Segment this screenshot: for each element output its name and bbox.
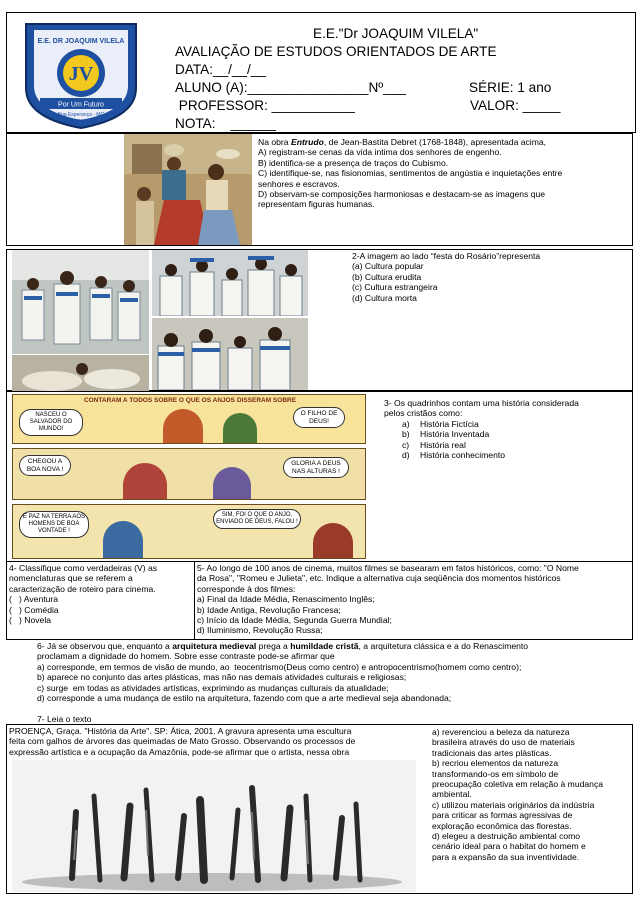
question-7-option-a[interactable]: a) reverenciou a beleza da natureza — [432, 727, 570, 737]
question-6-option-b[interactable]: b) aparece no conjunto das artes plásticas, mas não nas demais atividades culturais e religiosas; — [37, 672, 407, 683]
question-3-stem: 3- Os quadrinhos contam uma história considerada — [384, 398, 579, 408]
student-field[interactable]: ALUNO (A):________________Nº___ — [175, 80, 406, 95]
question-1-option-b[interactable]: B) identifica-se a presença de traços do Cubismo. — [258, 157, 449, 168]
comic-panel-3 — [12, 504, 366, 559]
question-5-option-c[interactable]: c) Início da Idade Média, Segunda Guerra Mundial; — [197, 615, 392, 626]
question-6-stem-cont: proclamam a dignidade do homem. Sobre esse contraste pode-se afirmar que — [37, 651, 335, 662]
comic-panel-2 — [12, 448, 366, 500]
question-6-option-d[interactable]: d) corresponde a uma mudança de estilo na arquitetura, fazendo com que a arte medieval seja abandonada; — [37, 693, 452, 704]
teacher-field[interactable]: PROFESSOR: ___________ — [175, 98, 355, 113]
question-4-option-aventura[interactable]: ( ) Aventura — [9, 594, 59, 605]
question-7-option-b-cont: ambiental. — [432, 789, 472, 800]
comic-bubble-3: CHEGOU A BOA NOVA ! — [19, 455, 71, 476]
logo-monogram: JV — [68, 63, 94, 85]
comic-bubble-6: SIM, FOI O QUE O ANJO, ENVIADO DE DEUS, FALOU ! — [213, 509, 301, 529]
logo-city-text: Boa Esperança - MG — [57, 112, 105, 118]
question-2-option-b[interactable]: (b) Cultura erudita — [352, 271, 422, 282]
question-5-option-b[interactable]: b) Idade Antiga, Revolução Francesa; — [197, 604, 341, 615]
question-1-option-c[interactable]: C) identifique-se, nas fisionomias, sentimentos de angústia e inquietações entre — [258, 168, 563, 179]
question-1-option-d[interactable]: D) observam-se composições harmoniosas e destacam-se as imagens que — [258, 189, 546, 200]
comic-banner: CONTARAM A TODOS SOBRE O QUE OS ANJOS DISSERAM SOBRE — [83, 397, 297, 404]
question-4-option-comedia[interactable]: ( ) Comédia — [9, 604, 59, 615]
festa-do-rosario-photo-1 — [12, 250, 149, 354]
question-7-option-d-cont: para a expansão da sua inventividade. — [432, 851, 580, 862]
question-4-option-novela[interactable]: ( ) Novela — [9, 615, 52, 626]
logo-banner-text: Por Um Futuro — [58, 101, 104, 109]
question-3-stem-cont: pelos cristãos como: — [384, 408, 463, 419]
question-3-option-d[interactable]: d) História conhecimento — [402, 450, 506, 461]
logo-year-text: 1968 — [75, 119, 87, 125]
question-7-option-b[interactable]: b) recriou elementos da natureza — [432, 758, 559, 769]
assessment-title: AVALIAÇÃO DE ESTUDOS ORIENTADOS DE ARTE — [175, 44, 497, 59]
question-7-option-c-cont: para criticar as formas agressivas de — [432, 810, 573, 821]
question-4-stem-cont: nomenclaturas que se referem a — [9, 573, 133, 584]
grade-field[interactable]: NOTA: ______ — [175, 116, 276, 131]
comic-bubble-2: O FILHO DE DEUS! — [293, 407, 345, 428]
question-4-stem-cont: caracterização de roteiro para cinema. — [9, 583, 156, 594]
comic-figure — [313, 523, 353, 559]
question-1-option-d-cont: representam figuras humanas. — [258, 199, 375, 210]
question-7-option-b-cont: preocupação coletiva em relação à mudança — [432, 779, 604, 790]
question-1-stem: Na obra Entrudo, de Jean-Bastita Debret (1768-1848), apresentada acima, — [258, 137, 547, 147]
school-logo — [16, 18, 146, 130]
question-7-option-a-cont: tradicionais das artes plásticas. — [432, 747, 552, 758]
question-3-option-a[interactable]: a) História Fictícia — [402, 418, 479, 429]
entrudo-painting — [124, 134, 252, 245]
question-6-option-a[interactable]: a) corresponde, em termos de visão de mundo, ao teocentrismo(Deus como centro) e antropocentrismo(homem como centro); — [37, 661, 522, 672]
comic-figure — [223, 413, 257, 444]
question-1-option-c-cont: senhores e escravos. — [258, 178, 340, 189]
question-7-option-c[interactable]: c) utilizou materiais originários da indústria — [432, 799, 595, 810]
question-7-option-d-cont: cenário ideal para o habitat do homem e — [432, 841, 586, 852]
question-7-reference-cont: expressão artística e a ocupação da Amazônia, pode-se afirmar que o artista, nessa obra — [9, 746, 350, 757]
comic-panel-1 — [12, 394, 366, 444]
question-7-reference-cont: feita com galhos de árvores das queimadas de Mato Grosso. Observando os processos de — [9, 736, 356, 747]
series-label: SÉRIE: 1 ano — [469, 80, 552, 95]
comic-bubble-5: E PAZ NA TERRA AOS HOMENS DE BOA VONTADE ! — [19, 511, 89, 538]
question-3-option-b[interactable]: b) História Inventada — [402, 429, 490, 440]
comic-figure — [213, 467, 251, 500]
date-field[interactable]: DATA:__/__/__ — [175, 62, 266, 77]
burnt-branches-sculpture-photo — [12, 760, 416, 892]
question-1-text — [258, 137, 628, 210]
question-4-stem: 4- Classifique como verdadeiras (V) as — [9, 563, 158, 573]
question-6-stem: 6- Já se observou que, enquanto a arquitetura medieval prega a humildade cristã, a arquitetura clássica e a do Renascimento — [37, 641, 529, 651]
school-name: E.E."Dr JOAQUIM VILELA" — [313, 26, 479, 41]
question-7-reference: PROENÇA, Graça. "História da Arte". SP: Ática, 2001. A gravura apresenta uma escultura — [9, 726, 352, 736]
question-7-option-a-cont: brasileira através do uso de materiais — [432, 737, 575, 748]
comic-figure — [123, 463, 167, 500]
question-6-option-c[interactable]: c) surge em todas as atividades artísticas, exprimindo as mudanças culturais da atualidade; — [37, 682, 389, 693]
question-5-stem-cont: da Rosa", "Romeu e Julieta", etc. Indique a alternativa cuja seqüência dos momentos históricos — [197, 573, 561, 584]
question-1-option-a[interactable]: A) registram-se cenas da vida intima dos senhores de engenho. — [258, 147, 502, 158]
question-5-option-d[interactable]: d) Iluminismo, Revolução Russa; — [197, 625, 323, 636]
question-5-stem: 5- Ao longo de 100 anos de cinema, muitos filmes se basearam em fatos históricos, como: "O Nome — [197, 563, 579, 573]
comic-bubble-1: NASCEU O SALVADOR DO MUNDO! — [19, 409, 83, 436]
question-2-option-c[interactable]: (c) Cultura estrangeira — [352, 282, 438, 293]
question-7-option-c-cont: exploração econômica das florestas. — [432, 820, 572, 831]
question-7-option-d[interactable]: d) elegeu a destruição ambiental como — [432, 831, 581, 842]
comic-figure — [103, 521, 143, 559]
question-7-intro: 7- Leia o texto — [37, 714, 92, 724]
question-7-text — [9, 726, 429, 757]
logo-arc-text: E.E. DR JOAQUIM VILELA — [37, 38, 125, 45]
question-4-text — [9, 563, 193, 625]
question-3-text — [384, 398, 629, 460]
question-6-text — [37, 641, 633, 703]
comic-bubble-4: GLORIA A DEUS NAS ALTURAS ! — [283, 457, 349, 478]
question-7-option-b-cont: transformando-os em símbolo de — [432, 768, 559, 779]
question-5-stem-cont: corresponde à dos filmes: — [197, 583, 296, 594]
comic-figure — [163, 409, 203, 444]
nativity-comic — [12, 394, 366, 559]
question-2-option-a[interactable]: (a) Cultura popular — [352, 261, 424, 272]
question-2-stem: 2-A imagem ao lado “festa do Rosário”representa — [352, 251, 541, 261]
festa-do-rosario-photo-2 — [152, 250, 308, 316]
festa-do-rosario-photo-3 — [152, 318, 308, 390]
value-field[interactable]: VALOR: _____ — [470, 98, 561, 113]
question-3-option-c[interactable]: c) História real — [402, 439, 466, 450]
question-2-text — [352, 251, 622, 303]
question-2-option-d[interactable]: (d) Cultura morta — [352, 292, 417, 303]
question-7-options — [432, 727, 632, 862]
question-5-text — [197, 563, 631, 636]
festa-do-rosario-photo-4 — [12, 355, 149, 391]
question-5-option-a[interactable]: a) Final da Idade Média, Renascimento Inglês; — [197, 594, 375, 605]
